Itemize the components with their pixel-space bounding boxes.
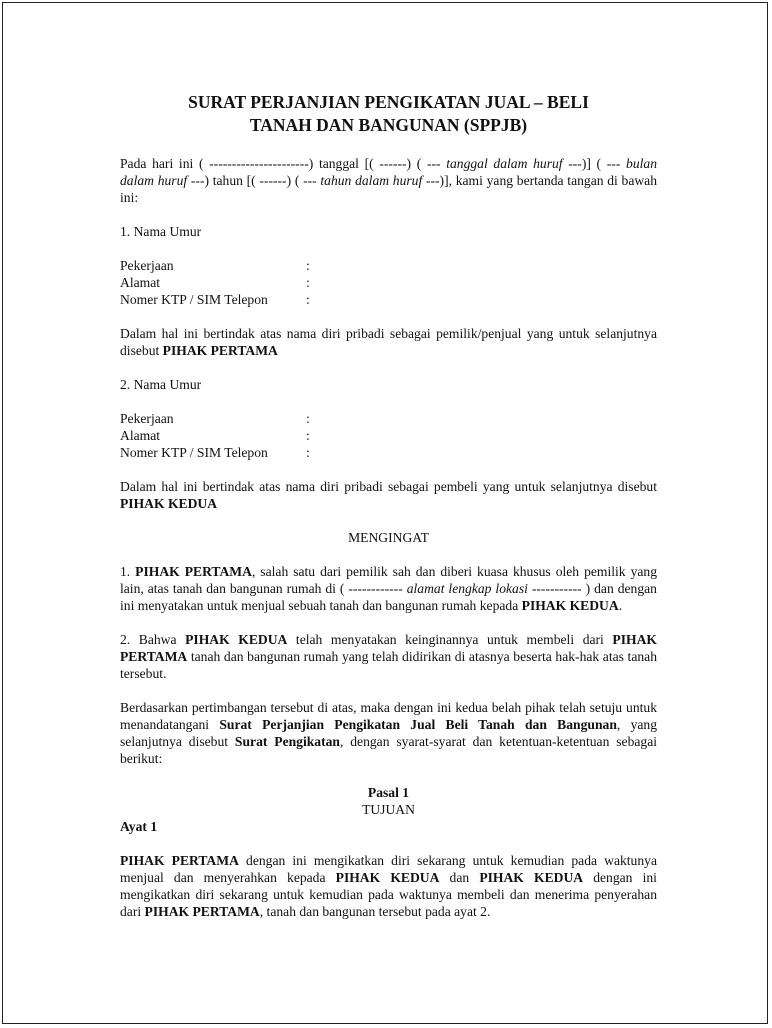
field-colon: :	[306, 411, 310, 426]
field-label: Nomer KTP / SIM Telepon	[120, 445, 268, 460]
intro-paragraph	[120, 155, 657, 206]
item-number: 2. Bahwa	[120, 632, 186, 647]
intro-placeholder-year: tahun dalam huruf	[320, 173, 423, 188]
pasal-number	[120, 784, 657, 801]
field-label: Pekerjaan	[120, 411, 174, 426]
item-text: ----------- ) dan dengan ini menyatakan untuk menjual sebuah tanah dan bangunan rumah kepada	[120, 581, 657, 613]
item-text: tanah dan bangunan rumah yang telah didirikan di atasnya beserta hak-hak atas tanah tersebut.	[120, 649, 657, 681]
para-bold: PIHAK KEDUA	[335, 870, 440, 885]
ayat-heading-text: Ayat 1	[120, 819, 158, 834]
para-bold: PIHAK PERTAMA	[120, 853, 239, 868]
item-placeholder-address: alamat lengkap lokasi	[406, 581, 528, 596]
document-page	[2, 2, 768, 1024]
field-label: Nomer KTP / SIM Telepon	[120, 292, 268, 307]
mengingat-item-1	[120, 563, 657, 614]
para-text: dengan ini mengikatkan diri sekarang untuk kemudian pada waktunya membeli dan menerima penyerahan dari	[120, 870, 657, 919]
pasal-name: TUJUAN	[362, 802, 415, 817]
party1-description	[120, 325, 657, 359]
berdasarkan-paragraph	[120, 699, 657, 767]
field-colon: :	[306, 445, 310, 460]
party2-description	[120, 478, 657, 512]
item-text: telah menyatakan keinginannya untuk membeli dari	[287, 632, 613, 647]
pasal-number-text: Pasal 1	[367, 785, 410, 800]
party2-heading: 2. Nama Umur	[120, 377, 202, 392]
field-colon: :	[306, 292, 310, 307]
para-text: Berdasarkan pertimbangan tersebut di atas, maka dengan ini kedua belah pihak telah setuju untuk menandatangani	[120, 700, 657, 732]
field-colon: :	[306, 428, 310, 443]
intro-text: ---)] ( ---	[562, 156, 627, 171]
party1-field-row	[120, 257, 657, 274]
party1-heading: 1. Nama Umur	[120, 224, 202, 239]
item-text: , salah satu dari pemilik sah dan diberi kuasa khusus oleh pemilik yang lain, atas tanah dan bangunan rumah di ( ------------	[120, 564, 657, 596]
intro-text: ---)], kami yang bertanda tangan di bawah ini:	[120, 173, 658, 205]
para-bold: Surat Pengikatan	[234, 734, 340, 749]
field-label: Pekerjaan	[120, 258, 174, 273]
document-title	[120, 91, 657, 137]
item-number: 1.	[120, 564, 136, 579]
party1-field-row	[120, 291, 657, 308]
para-text: , yang selanjutnya disebut	[120, 717, 657, 749]
field-colon: :	[306, 258, 310, 273]
item-bold: PIHAK KEDUA	[521, 598, 619, 613]
party2-field-row	[120, 410, 657, 427]
ayat1-paragraph	[120, 852, 657, 920]
para-text: dengan ini mengikatkan diri sekarang untuk kemudian pada waktunya menjual dan menyerahkan kepada	[120, 853, 657, 885]
title-line-1: SURAT PERJANJIAN PENGIKATAN JUAL – BELI	[188, 92, 589, 112]
intro-text: ---) tahun [( ------) ( ---	[187, 173, 321, 188]
party2-field-row	[120, 427, 657, 444]
para-bold: Surat Perjanjian Pengikatan Jual Beli Tanah dan Bangunan	[219, 717, 617, 732]
party1-role: PIHAK PERTAMA	[162, 343, 278, 358]
para-text: dan	[439, 870, 480, 885]
intro-placeholder-month: bulan dalam huruf	[120, 156, 657, 188]
field-label: Alamat	[120, 275, 161, 290]
para-text: , dengan syarat-syarat dan ketentuan-ketentuan sebagai berikut:	[120, 734, 658, 766]
document-body	[120, 91, 657, 920]
field-colon: :	[306, 275, 310, 290]
party2-desc-text: Dalam hal ini bertindak atas nama diri pribadi sebagai pembeli yang untuk selanjutnya disebut	[120, 479, 657, 494]
mengingat-heading: MENGINGAT	[348, 530, 429, 545]
party1-field-row	[120, 274, 657, 291]
para-bold: PIHAK KEDUA	[479, 870, 584, 885]
party2-role: PIHAK KEDUA	[120, 496, 218, 511]
mengingat-item-2	[120, 631, 657, 682]
party1-desc-text: Dalam hal ini bertindak atas nama diri pribadi sebagai pemilik/penjual yang untuk selanjutnya disebut	[120, 326, 657, 358]
item-bold: PIHAK PERTAMA	[120, 632, 657, 664]
party2-field-row	[120, 444, 657, 461]
title-line-2: TANAH DAN BANGUNAN (SPPJB)	[249, 115, 528, 135]
ayat-heading	[120, 818, 657, 835]
intro-text: Pada hari ini ( ----------------------) tanggal [( ------) ( ---	[120, 156, 447, 171]
item-bold: PIHAK PERTAMA	[135, 564, 252, 579]
item-bold: PIHAK KEDUA	[185, 632, 288, 647]
intro-placeholder-date: tanggal dalam huruf	[446, 156, 563, 171]
para-bold: PIHAK PERTAMA	[144, 904, 260, 919]
para-text: , tanah dan bangunan tersebut pada ayat 2.	[259, 904, 491, 919]
field-label: Alamat	[120, 428, 161, 443]
item-text: .	[618, 598, 623, 613]
